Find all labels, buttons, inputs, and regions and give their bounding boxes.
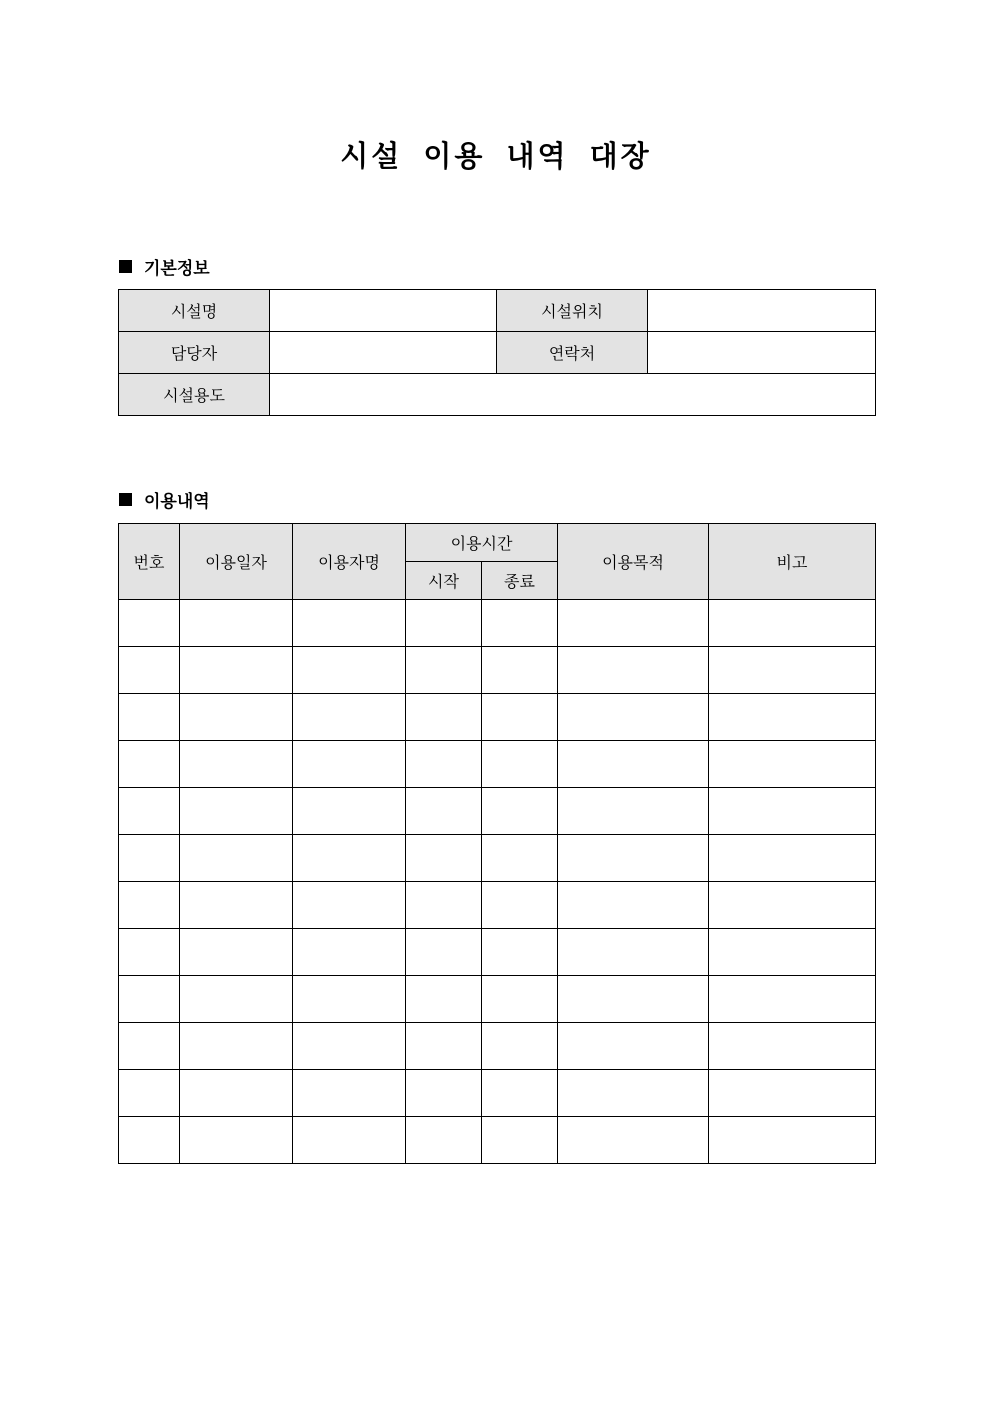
usage-date-cell[interactable] — [180, 1023, 293, 1070]
usage-start-cell[interactable] — [406, 882, 482, 929]
usage-note-cell[interactable] — [709, 929, 876, 976]
usage-number-cell[interactable] — [119, 1070, 180, 1117]
table-row — [119, 741, 876, 788]
usage-purpose-cell[interactable] — [558, 788, 709, 835]
usage-date-cell[interactable] — [180, 788, 293, 835]
usage-note-cell[interactable] — [709, 694, 876, 741]
usage-end-cell[interactable] — [482, 1117, 558, 1164]
basic-info-heading-text: 기본정보 — [144, 259, 210, 279]
usage-number-cell[interactable] — [119, 647, 180, 694]
page-title: 시설 이용 내역 대장 — [340, 139, 652, 173]
usage-note-cell[interactable] — [709, 1070, 876, 1117]
usage-user-cell[interactable] — [293, 647, 406, 694]
usage-number-cell[interactable] — [119, 788, 180, 835]
contact-label: 연락처 — [497, 332, 648, 374]
usage-user-cell[interactable] — [293, 1023, 406, 1070]
usage-end-cell[interactable] — [482, 835, 558, 882]
date-header: 이용일자 — [180, 524, 293, 600]
table-row — [119, 788, 876, 835]
usage-purpose-cell[interactable] — [558, 1023, 709, 1070]
usage-date-cell[interactable] — [180, 741, 293, 788]
usage-end-cell[interactable] — [482, 788, 558, 835]
usage-date-cell[interactable] — [180, 929, 293, 976]
usage-end-cell[interactable] — [482, 929, 558, 976]
table-row — [119, 882, 876, 929]
usage-end-cell[interactable] — [482, 976, 558, 1023]
square-icon — [119, 260, 132, 273]
usage-end-cell[interactable] — [482, 694, 558, 741]
usage-purpose-cell[interactable] — [558, 1070, 709, 1117]
usage-purpose-cell[interactable] — [558, 1117, 709, 1164]
usage-number-cell[interactable] — [119, 1117, 180, 1164]
usage-end-cell[interactable] — [482, 741, 558, 788]
usage-date-cell[interactable] — [180, 1117, 293, 1164]
manager-label: 담당자 — [119, 332, 270, 374]
usage-note-cell[interactable] — [709, 741, 876, 788]
usage-purpose-cell[interactable] — [558, 835, 709, 882]
usage-note-cell[interactable] — [709, 1023, 876, 1070]
usage-user-cell[interactable] — [293, 835, 406, 882]
usage-number-cell[interactable] — [119, 929, 180, 976]
usage-purpose-cell[interactable] — [558, 882, 709, 929]
usage-header-row — [119, 524, 876, 562]
usage-start-cell[interactable] — [406, 1117, 482, 1164]
note-header: 비고 — [709, 524, 876, 600]
usage-end-cell[interactable] — [482, 882, 558, 929]
usage-purpose-cell[interactable] — [558, 647, 709, 694]
usage-purpose-cell[interactable] — [558, 976, 709, 1023]
usage-end-cell[interactable] — [482, 1023, 558, 1070]
usage-purpose-cell[interactable] — [558, 694, 709, 741]
usage-body — [119, 600, 876, 1164]
usage-number-cell[interactable] — [119, 835, 180, 882]
start-header: 시작 — [406, 562, 482, 600]
usage-note-cell[interactable] — [709, 600, 876, 647]
usage-end-cell[interactable] — [482, 647, 558, 694]
usage-heading — [119, 487, 210, 512]
usage-note-cell[interactable] — [709, 788, 876, 835]
usage-start-cell[interactable] — [406, 835, 482, 882]
usage-user-cell[interactable] — [293, 1117, 406, 1164]
usage-start-cell[interactable] — [406, 1070, 482, 1117]
usage-date-cell[interactable] — [180, 1070, 293, 1117]
usage-note-cell[interactable] — [709, 1117, 876, 1164]
usage-date-cell[interactable] — [180, 600, 293, 647]
usage-note-cell[interactable] — [709, 976, 876, 1023]
table-row — [119, 694, 876, 741]
usage-purpose-cell[interactable] — [558, 600, 709, 647]
facility-location-field[interactable] — [648, 290, 876, 332]
usage-end-cell[interactable] — [482, 600, 558, 647]
usage-start-cell[interactable] — [406, 694, 482, 741]
usage-start-cell[interactable] — [406, 600, 482, 647]
usage-date-cell[interactable] — [180, 976, 293, 1023]
facility-name-label: 시설명 — [119, 290, 270, 332]
basic-info-heading — [119, 254, 210, 279]
usage-number-cell[interactable] — [119, 1023, 180, 1070]
time-header: 이용시간 — [406, 524, 558, 562]
facility-purpose-field[interactable] — [270, 374, 876, 416]
purpose-header: 이용목적 — [558, 524, 709, 600]
usage-start-cell[interactable] — [406, 929, 482, 976]
usage-user-cell[interactable] — [293, 741, 406, 788]
basic-info-table — [118, 289, 876, 416]
usage-user-cell[interactable] — [293, 694, 406, 741]
basic-info-row — [119, 374, 876, 416]
usage-number-cell[interactable] — [119, 741, 180, 788]
usage-number-cell[interactable] — [119, 694, 180, 741]
usage-date-cell[interactable] — [180, 647, 293, 694]
usage-date-cell[interactable] — [180, 835, 293, 882]
table-row — [119, 1117, 876, 1164]
table-row — [119, 976, 876, 1023]
usage-user-cell[interactable] — [293, 788, 406, 835]
facility-purpose-label: 시설용도 — [119, 374, 270, 416]
usage-note-cell[interactable] — [709, 835, 876, 882]
facility-location-label: 시설위치 — [497, 290, 648, 332]
usage-start-cell[interactable] — [406, 647, 482, 694]
usage-number-cell[interactable] — [119, 600, 180, 647]
table-row — [119, 1070, 876, 1117]
table-row — [119, 929, 876, 976]
usage-start-cell[interactable] — [406, 788, 482, 835]
table-row — [119, 835, 876, 882]
table-row — [119, 647, 876, 694]
usage-purpose-cell[interactable] — [558, 741, 709, 788]
manager-field[interactable] — [270, 332, 497, 374]
usage-purpose-cell[interactable] — [558, 929, 709, 976]
square-icon — [119, 493, 132, 506]
usage-user-cell[interactable] — [293, 882, 406, 929]
usage-note-cell[interactable] — [709, 647, 876, 694]
usage-user-cell[interactable] — [293, 1070, 406, 1117]
usage-start-cell[interactable] — [406, 1023, 482, 1070]
usage-number-cell[interactable] — [119, 882, 180, 929]
usage-date-cell[interactable] — [180, 882, 293, 929]
usage-number-cell[interactable] — [119, 976, 180, 1023]
usage-user-cell[interactable] — [293, 929, 406, 976]
end-header: 종료 — [482, 562, 558, 600]
user-header: 이용자명 — [293, 524, 406, 600]
number-header: 번호 — [119, 524, 180, 600]
basic-info-row — [119, 290, 876, 332]
usage-table — [118, 523, 876, 1164]
contact-field[interactable] — [648, 332, 876, 374]
table-row — [119, 1023, 876, 1070]
usage-note-cell[interactable] — [709, 882, 876, 929]
usage-user-cell[interactable] — [293, 976, 406, 1023]
usage-date-cell[interactable] — [180, 694, 293, 741]
usage-heading-text: 이용내역 — [144, 492, 210, 512]
usage-user-cell[interactable] — [293, 600, 406, 647]
table-row — [119, 600, 876, 647]
usage-start-cell[interactable] — [406, 741, 482, 788]
usage-start-cell[interactable] — [406, 976, 482, 1023]
usage-end-cell[interactable] — [482, 1070, 558, 1117]
facility-name-field[interactable] — [270, 290, 497, 332]
basic-info-row — [119, 332, 876, 374]
